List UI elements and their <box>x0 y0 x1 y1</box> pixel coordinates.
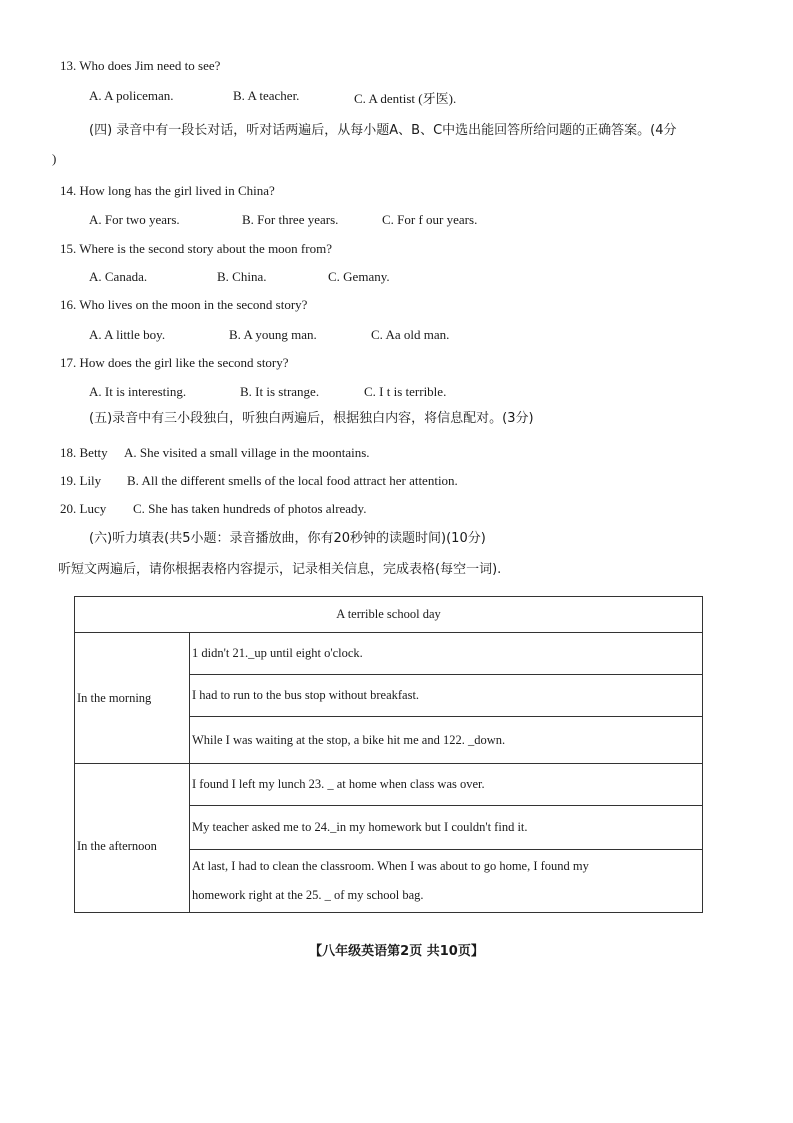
morning-row-22: While I was waiting at the stop, a bike hit me and 122. _down. <box>190 717 703 764</box>
match-name-19: 19. Lily <box>60 473 102 488</box>
match-name-20: 20. Lucy <box>60 501 107 516</box>
afternoon-row-24: My teacher asked me to 24._in my homework but I couldn't find it. <box>190 806 703 850</box>
q15-option-c: C. Gemany. <box>328 269 390 284</box>
q16-option-b: B. A young man. <box>229 327 317 342</box>
afternoon-label: In the afternoon <box>75 764 190 913</box>
q14-option-b: B. For three years. <box>242 212 339 227</box>
morning-row-21: 1 didn't 21._up until eight o'clock. <box>190 633 703 675</box>
school-day-table <box>74 596 703 913</box>
q16-option-c: C. Aa old man. <box>371 327 450 342</box>
afternoon-row-25-line1: At last, I had to clean the classroom. When I was about to go home, I found my <box>192 859 589 873</box>
table-title: A terrible school day <box>75 597 703 633</box>
question-16-stem: 16. Who lives on the moon in the second story? <box>60 297 308 312</box>
q15-option-a: A. Canada. <box>89 269 148 284</box>
section-4-instruction: (四) 录音中有一段长对话，听对话两遍后，从每小题A、B、C中选出能回答所给问题的正确答案。(4分 <box>89 123 677 138</box>
match-name-18: 18. Betty <box>60 445 108 460</box>
q13-option-a: A. A policeman. <box>89 88 174 103</box>
q14-option-a: A. For two years. <box>89 212 180 227</box>
morning-label: In the morning <box>75 633 190 764</box>
page-footer: 【八年级英语第2页 共10页】 <box>309 944 484 959</box>
q17-option-c: C. I t is terrible. <box>364 384 447 399</box>
match-text-c: C. She has taken hundreds of photos already. <box>133 501 367 516</box>
q17-option-b: B. It is strange. <box>240 384 320 399</box>
q14-option-c: C. For f our years. <box>382 212 478 227</box>
morning-row-2: I had to run to the bus stop without breakfast. <box>190 675 703 717</box>
q13-option-b: B. A teacher. <box>233 88 300 103</box>
question-15-stem: 15. Where is the second story about the moon from? <box>60 241 332 256</box>
match-text-b: B. All the different smells of the local food attract her attention. <box>127 473 458 488</box>
section-6-instruction: (六)听力填表(共5小题：录音播放曲，你有20秒钟的读题时间)(10分) <box>89 531 486 546</box>
afternoon-row-25-line2: homework right at the 25. _ of my school bag. <box>192 888 424 902</box>
question-17-stem: 17. How does the girl like the second story? <box>60 355 289 370</box>
q15-option-b: B. China. <box>217 269 267 284</box>
q16-option-a: A. A little boy. <box>89 327 166 342</box>
question-14-stem: 14. How long has the girl lived in China? <box>60 183 275 198</box>
q17-option-a: A. It is interesting. <box>89 384 187 399</box>
question-13-stem: 13. Who does Jim need to see? <box>60 58 221 73</box>
section-4-instruction-end: ) <box>52 151 57 166</box>
q13-option-c: C. A dentist (牙医). <box>354 91 457 106</box>
match-text-a: A. She visited a small village in the moontains. <box>124 445 370 460</box>
afternoon-row-25 <box>190 850 703 913</box>
section-5-instruction: (五)录音中有三小段独白，听独白两遍后，根据独白内容，将信息配对。(3分) <box>89 411 534 426</box>
section-6-directions: 听短文两遍后，请你根据表格内容提示，记录相关信息，完成表格(每空一词). <box>58 562 502 577</box>
afternoon-row-23: I found I left my lunch 23. _ at home when class was over. <box>190 764 703 806</box>
